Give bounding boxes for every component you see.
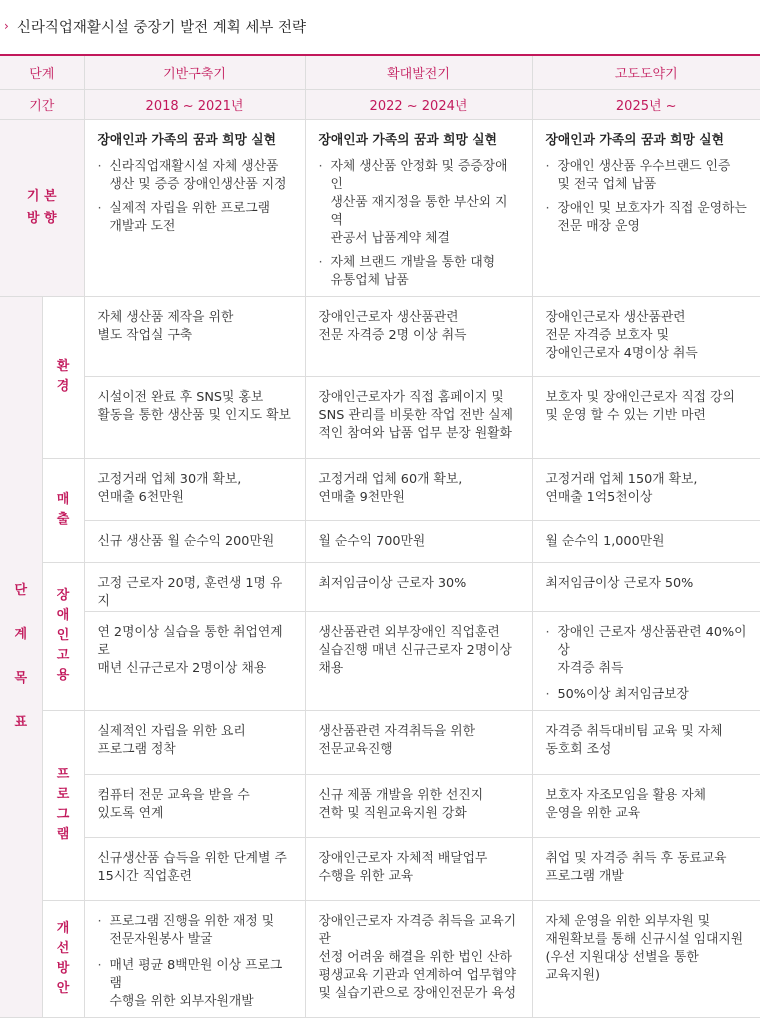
improvement-bullet-cell <box>84 900 305 1017</box>
goal-label-text: 단 계 목 표 <box>14 582 28 730</box>
table-cell: 취업 및 자격증 취득 후 동료교육 프로그램 개발 <box>532 837 760 900</box>
employment-label <box>42 562 84 710</box>
table-cell: 장애인근로자 자격증 취득을 교육기관 선정 어려움 해결을 위한 법인 산하 평생교육 기관과 연계하여 업무협약 및 실습기관으로 장애인전문가 육성 <box>305 900 532 1017</box>
employment-bullet: · 50%이상 최저임금보장 <box>546 686 748 704</box>
table-cell: 컴퓨터 전문 교육을 받을 수 있도록 연계 <box>84 774 305 837</box>
table-cell: 생산품관련 외부장애인 직업훈련 실습진행 매년 신규근로자 2명이상 채용 <box>305 611 532 710</box>
employment-bullet: · 장애인 근로자 생산품관련 40%이상 자격증 취득 <box>546 624 748 678</box>
table-cell: 장애인근로자가 직접 홈페이지 및 SNS 관리를 비롯한 작업 전반 실제 적인 참여와 납품 업무 분장 원활화 <box>305 376 532 458</box>
program-row-3 <box>0 837 760 900</box>
employment-row-2 <box>0 611 760 710</box>
sales-label <box>42 458 84 562</box>
phase-name-2: 확대발전기 <box>305 55 532 89</box>
basis-cell-2 <box>305 119 532 296</box>
table-cell: 월 순수익 700만원 <box>305 520 532 562</box>
environment-row-2 <box>0 376 760 458</box>
stage-label: 단계 <box>0 55 84 89</box>
basis-bullet: · 장애인 및 보호자가 직접 운영하는 전문 매장 운영 <box>546 200 748 236</box>
table-cell: 신규 생산품 월 순수익 200만원 <box>84 520 305 562</box>
table-cell: 시설이전 완료 후 SNS및 홍보 활동을 통한 생산품 및 인지도 확보 <box>84 376 305 458</box>
period-label: 기간 <box>0 89 84 119</box>
improvement-row <box>0 900 760 1017</box>
basis-bullet: · 장애인 생산품 우수브랜드 인증 및 전국 업체 납품 <box>546 158 748 194</box>
basis-label <box>0 119 84 296</box>
period-3: 2025년 ~ <box>532 89 760 119</box>
period-row <box>0 89 760 119</box>
table-cell: 장애인근로자 자체적 배달업무 수행을 위한 교육 <box>305 837 532 900</box>
chevron-right-icon: › <box>4 19 9 33</box>
table-cell: 생산품관련 자격취득을 위한 전문교육진행 <box>305 710 532 774</box>
table-cell: 보호자 자조모임을 활용 자체 운영을 위한 교육 <box>532 774 760 837</box>
strategy-table <box>0 54 760 1018</box>
table-cell: 고정거래 업체 30개 확보, 연매출 6천만원 <box>84 458 305 520</box>
program-row-1 <box>0 710 760 774</box>
basis-bullet: · 자체 브랜드 개발을 통한 대형 유통업체 납품 <box>319 254 519 290</box>
basis-bullet: · 신라직업재활시설 자체 생산품 생산 및 증증 장애인생산품 지정 <box>98 158 292 194</box>
table-cell: 연 2명이상 실습을 통한 취업연계로 매년 신규근로자 2명이상 채용 <box>84 611 305 710</box>
program-label <box>42 710 84 900</box>
basis-cell-3 <box>532 119 760 296</box>
improvement-bullet: · 매년 평균 8백만원 이상 프로그램 수행을 위한 외부자원개발 <box>98 957 292 1011</box>
improvement-label <box>42 900 84 1017</box>
basis-cell-1 <box>84 119 305 296</box>
employment-label-text: 장 애 인 고 용 <box>56 588 70 683</box>
improvement-label-text: 개 선 방 안 <box>56 920 70 996</box>
goal-label <box>0 296 42 1017</box>
table-cell: 장애인근로자 생산품관련 전문 자격증 보호자 및 장애인근로자 4명이상 취득 <box>532 296 760 376</box>
program-label-text: 프 로 그 램 <box>56 767 70 842</box>
basis-row <box>0 119 760 296</box>
basis-heading: 장애인과 가족의 꿈과 희망 실현 <box>545 132 725 148</box>
table-cell: 고정거래 업체 60개 확보, 연매출 9천만원 <box>305 458 532 520</box>
environment-row-1 <box>0 296 760 376</box>
table-cell: 고정 근로자 20명, 훈련생 1명 유지 <box>84 562 305 611</box>
table-cell: 신규생산품 습득을 위한 단계별 주 15시간 직업훈련 <box>84 837 305 900</box>
basis-bullet: · 실제적 자립을 위한 프로그램 개발과 도전 <box>98 200 292 236</box>
employment-row-1 <box>0 562 760 611</box>
table-cell: 자체 운영을 위한 외부자원 및 재원확보를 통해 신규시설 임대지원 (우선 지원대상 선별을 통한 교육지원) <box>532 900 760 1017</box>
table-cell: 최저임금이상 근로자 30% <box>305 562 532 611</box>
basis-heading: 장애인과 가족의 꿈과 희망 실현 <box>97 132 277 148</box>
phase-row <box>0 55 760 89</box>
table-cell: 실제적인 자립을 위한 요리 프로그램 정착 <box>84 710 305 774</box>
table-cell: 자체 생산품 제작을 위한 별도 작업실 구축 <box>84 296 305 376</box>
phase-name-3: 고도도약기 <box>532 55 760 89</box>
sales-row-1 <box>0 458 760 520</box>
table-cell: 신규 제품 개발을 위한 선진지 견학 및 직원교육지원 강화 <box>305 774 532 837</box>
basis-heading: 장애인과 가족의 꿈과 희망 실현 <box>318 132 498 148</box>
table-cell: 고정거래 업체 150개 확보, 연매출 1억5천이상 <box>532 458 760 520</box>
table-cell: 보호자 및 장애인근로자 직접 강의 및 운영 할 수 있는 기반 마련 <box>532 376 760 458</box>
period-1: 2018 ~ 2021년 <box>84 89 305 119</box>
title-text: 신라직업재활시설 중장기 발전 계획 세부 전략 <box>16 19 306 36</box>
sales-label-text: 매 출 <box>56 492 70 527</box>
page-title <box>0 0 760 52</box>
basis-bullet: · 자체 생산품 안정화 및 증증장애인 생산품 재지정을 통한 부산외 지역 관공서 납품계약 체결 <box>319 158 519 248</box>
phase-name-1: 기반구축기 <box>84 55 305 89</box>
table-cell: 자격증 취득대비팀 교육 및 자체 동호회 조성 <box>532 710 760 774</box>
basis-label-text: 기 본 방 향 <box>26 188 57 226</box>
sales-row-2 <box>0 520 760 562</box>
table-cell: 월 순수익 1,000만원 <box>532 520 760 562</box>
table-cell: 장애인근로자 생산품관련 전문 자격증 2명 이상 취득 <box>305 296 532 376</box>
improvement-bullet: · 프로그램 진행을 위한 재정 및 전문자원봉사 발굴 <box>98 913 292 949</box>
period-2: 2022 ~ 2024년 <box>305 89 532 119</box>
employment-bullet-cell <box>532 611 760 710</box>
program-row-2 <box>0 774 760 837</box>
environment-label <box>42 296 84 458</box>
environment-label-text: 환 경 <box>56 358 70 394</box>
table-cell: 최저임금이상 근로자 50% <box>532 562 760 611</box>
